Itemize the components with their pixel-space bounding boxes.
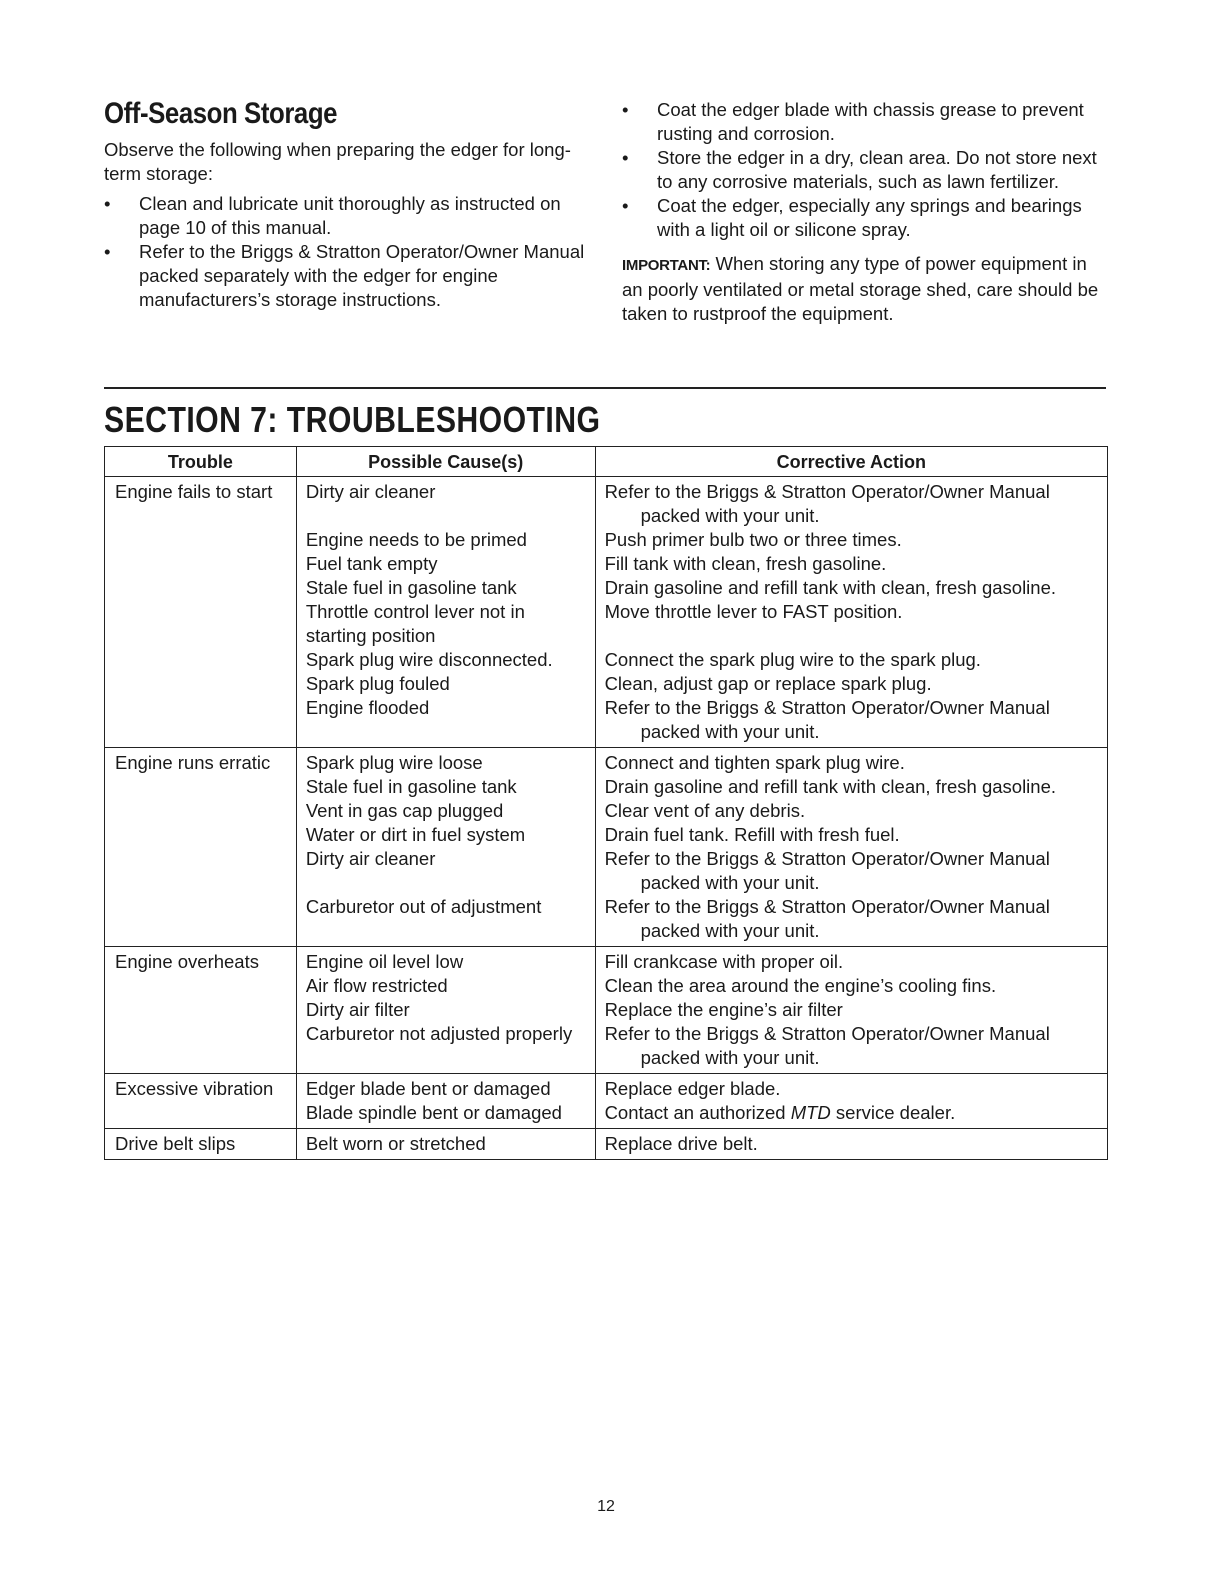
action-cell <box>595 1074 1107 1129</box>
cause-line <box>306 871 595 895</box>
action-line: Refer to the Briggs & Stratton Operator/Owner Manual <box>604 481 1050 502</box>
causes-cell <box>296 477 595 748</box>
bullet-icon: • <box>622 195 629 216</box>
causes-cell <box>296 1129 595 1160</box>
action-line: packed with your unit. <box>640 1047 820 1068</box>
section-divider <box>104 387 1106 389</box>
action-line: Fill crankcase with proper oil. <box>604 951 844 972</box>
trouble-cell <box>105 1074 297 1129</box>
storage-right-column <box>622 98 1112 332</box>
troubleshooting-table <box>104 446 1108 1160</box>
important-text: When storing any type of power equipment in an poorly ventilated or metal storage shed, care should be taken to rustproof the equipment. <box>622 253 1099 324</box>
trouble-cell <box>105 748 297 947</box>
action-line: Fill tank with clean, fresh gasoline. <box>604 553 887 574</box>
action-line: Push primer bulb two or three times. <box>604 529 902 550</box>
action-line: Move throttle lever to FAST position. <box>604 601 903 622</box>
trouble-text: Engine fails to start <box>115 481 273 502</box>
table-row <box>105 947 1108 1074</box>
trouble-cell <box>105 477 297 748</box>
trouble-text: Engine overheats <box>115 951 259 972</box>
action-line: packed with your unit. <box>640 721 820 742</box>
action-line: Clean, adjust gap or replace spark plug. <box>604 673 932 694</box>
action-cell <box>595 947 1107 1074</box>
header-possible-causes: Possible Cause(s) <box>296 447 595 477</box>
header-trouble: Trouble <box>105 447 297 477</box>
cause-line: Engine flooded <box>305 697 430 718</box>
action-line: packed with your unit. <box>640 505 820 526</box>
list-item: • Store the edger in a dry, clean area. Do not store next to any corrosive materials, such as lawn fertilizer. <box>622 147 1097 192</box>
storage-left-bullets <box>104 192 594 312</box>
cause-line: Throttle control lever not in <box>305 601 525 622</box>
action-line: packed with your unit. <box>640 920 820 941</box>
action-line: Refer to the Briggs & Stratton Operator/Owner Manual <box>604 848 1050 869</box>
cause-line: starting position <box>305 625 436 646</box>
cause-line: Water or dirt in fuel system <box>305 824 526 845</box>
cause-line: Spark plug wire loose <box>305 752 483 773</box>
action-line: Clean the area around the engine’s cooling fins. <box>604 975 997 996</box>
cause-line: Engine oil level low <box>305 951 464 972</box>
cause-line: Stale fuel in gasoline tank <box>305 577 517 598</box>
action-line: Connect and tighten spark plug wire. <box>604 752 905 773</box>
table-row <box>105 1129 1108 1160</box>
list-item: • Coat the edger, especially any springs and bearings with a light oil or silicone spray. <box>622 195 1082 240</box>
cause-line: Vent in gas cap plugged <box>305 800 504 821</box>
cause-line <box>306 1046 595 1070</box>
action-line <box>605 624 1107 648</box>
action-cell <box>595 477 1107 748</box>
action-line: Clear vent of any debris. <box>604 800 806 821</box>
cause-line: Spark plug fouled <box>305 673 450 694</box>
cause-line: Dirty air filter <box>305 999 410 1020</box>
trouble-text: Drive belt slips <box>115 1133 236 1154</box>
cause-line <box>306 504 595 528</box>
header-corrective-action: Corrective Action <box>595 447 1107 477</box>
action-line: Refer to the Briggs & Stratton Operator/Owner Manual <box>604 896 1050 917</box>
trouble-text: Excessive vibration <box>115 1078 274 1099</box>
table-header-row <box>105 447 1108 477</box>
table-row <box>105 748 1108 947</box>
cause-line <box>306 720 595 744</box>
trouble-cell <box>105 1129 297 1160</box>
cause-line: Fuel tank empty <box>305 553 438 574</box>
causes-cell <box>296 748 595 947</box>
bullet-icon: • <box>622 99 629 120</box>
action-line: Replace the engine’s air filter <box>604 999 843 1020</box>
action-line: Drain fuel tank. Refill with fresh fuel. <box>604 824 900 845</box>
table-row <box>105 477 1108 748</box>
action-line: Connect the spark plug wire to the spark plug. <box>604 649 981 670</box>
cause-line: Edger blade bent or damaged <box>305 1078 551 1099</box>
cause-line: Blade spindle bent or damaged <box>305 1102 562 1123</box>
action-line: Replace drive belt. <box>604 1133 758 1154</box>
action-line: Drain gasoline and refill tank with clean, fresh gasoline. <box>604 776 1057 797</box>
cause-line: Stale fuel in gasoline tank <box>305 776 517 797</box>
bullet-icon: • <box>622 147 629 168</box>
cause-line: Belt worn or stretched <box>305 1133 486 1154</box>
storage-right-bullets <box>622 98 1112 242</box>
table-row <box>105 1074 1108 1129</box>
cause-line: Dirty air cleaner <box>305 481 436 502</box>
action-line: Refer to the Briggs & Stratton Operator/Owner Manual <box>604 1023 1050 1044</box>
cause-line: Carburetor not adjusted properly <box>305 1023 573 1044</box>
section-title: SECTION 7: TROUBLESHOOTING <box>104 399 601 440</box>
bullet-icon: • <box>104 241 111 262</box>
action-line: Drain gasoline and refill tank with clean, fresh gasoline. <box>604 577 1057 598</box>
action-cell <box>595 1129 1107 1160</box>
trouble-cell <box>105 947 297 1074</box>
list-item: • Clean and lubricate unit thoroughly as instructed on page 10 of this manual. <box>104 193 561 238</box>
causes-cell <box>296 947 595 1074</box>
cause-line <box>306 919 595 943</box>
causes-cell <box>296 1074 595 1129</box>
page-number: 12 <box>597 1498 615 1515</box>
list-item: • Coat the edger blade with chassis grease to prevent rusting and corrosion. <box>622 99 1084 144</box>
cause-line: Air flow restricted <box>305 975 448 996</box>
trouble-text: Engine runs erratic <box>115 752 271 773</box>
important-note <box>622 252 1112 326</box>
table-body <box>105 477 1108 1160</box>
action-line: Replace edger blade. <box>604 1078 781 1099</box>
action-line: Contact an authorized MTD service dealer. <box>604 1102 956 1123</box>
storage-left-column <box>104 96 594 312</box>
action-line: Refer to the Briggs & Stratton Operator/Owner Manual <box>604 697 1050 718</box>
storage-intro: Observe the following when preparing the edger for long-term storage: <box>104 139 571 184</box>
action-cell <box>595 748 1107 947</box>
storage-heading: Off-Season Storage <box>104 97 338 130</box>
cause-line: Carburetor out of adjustment <box>305 896 542 917</box>
cause-line: Spark plug wire disconnected. <box>305 649 553 670</box>
cause-line: Engine needs to be primed <box>305 529 527 550</box>
important-label: IMPORTANT: <box>622 257 711 274</box>
list-item: • Refer to the Briggs & Stratton Operator/Owner Manual packed separately with the edger for engine manufacturers’s storage instructions. <box>104 241 585 310</box>
bullet-icon: • <box>104 193 111 214</box>
cause-line: Dirty air cleaner <box>305 848 436 869</box>
action-line: packed with your unit. <box>640 872 820 893</box>
